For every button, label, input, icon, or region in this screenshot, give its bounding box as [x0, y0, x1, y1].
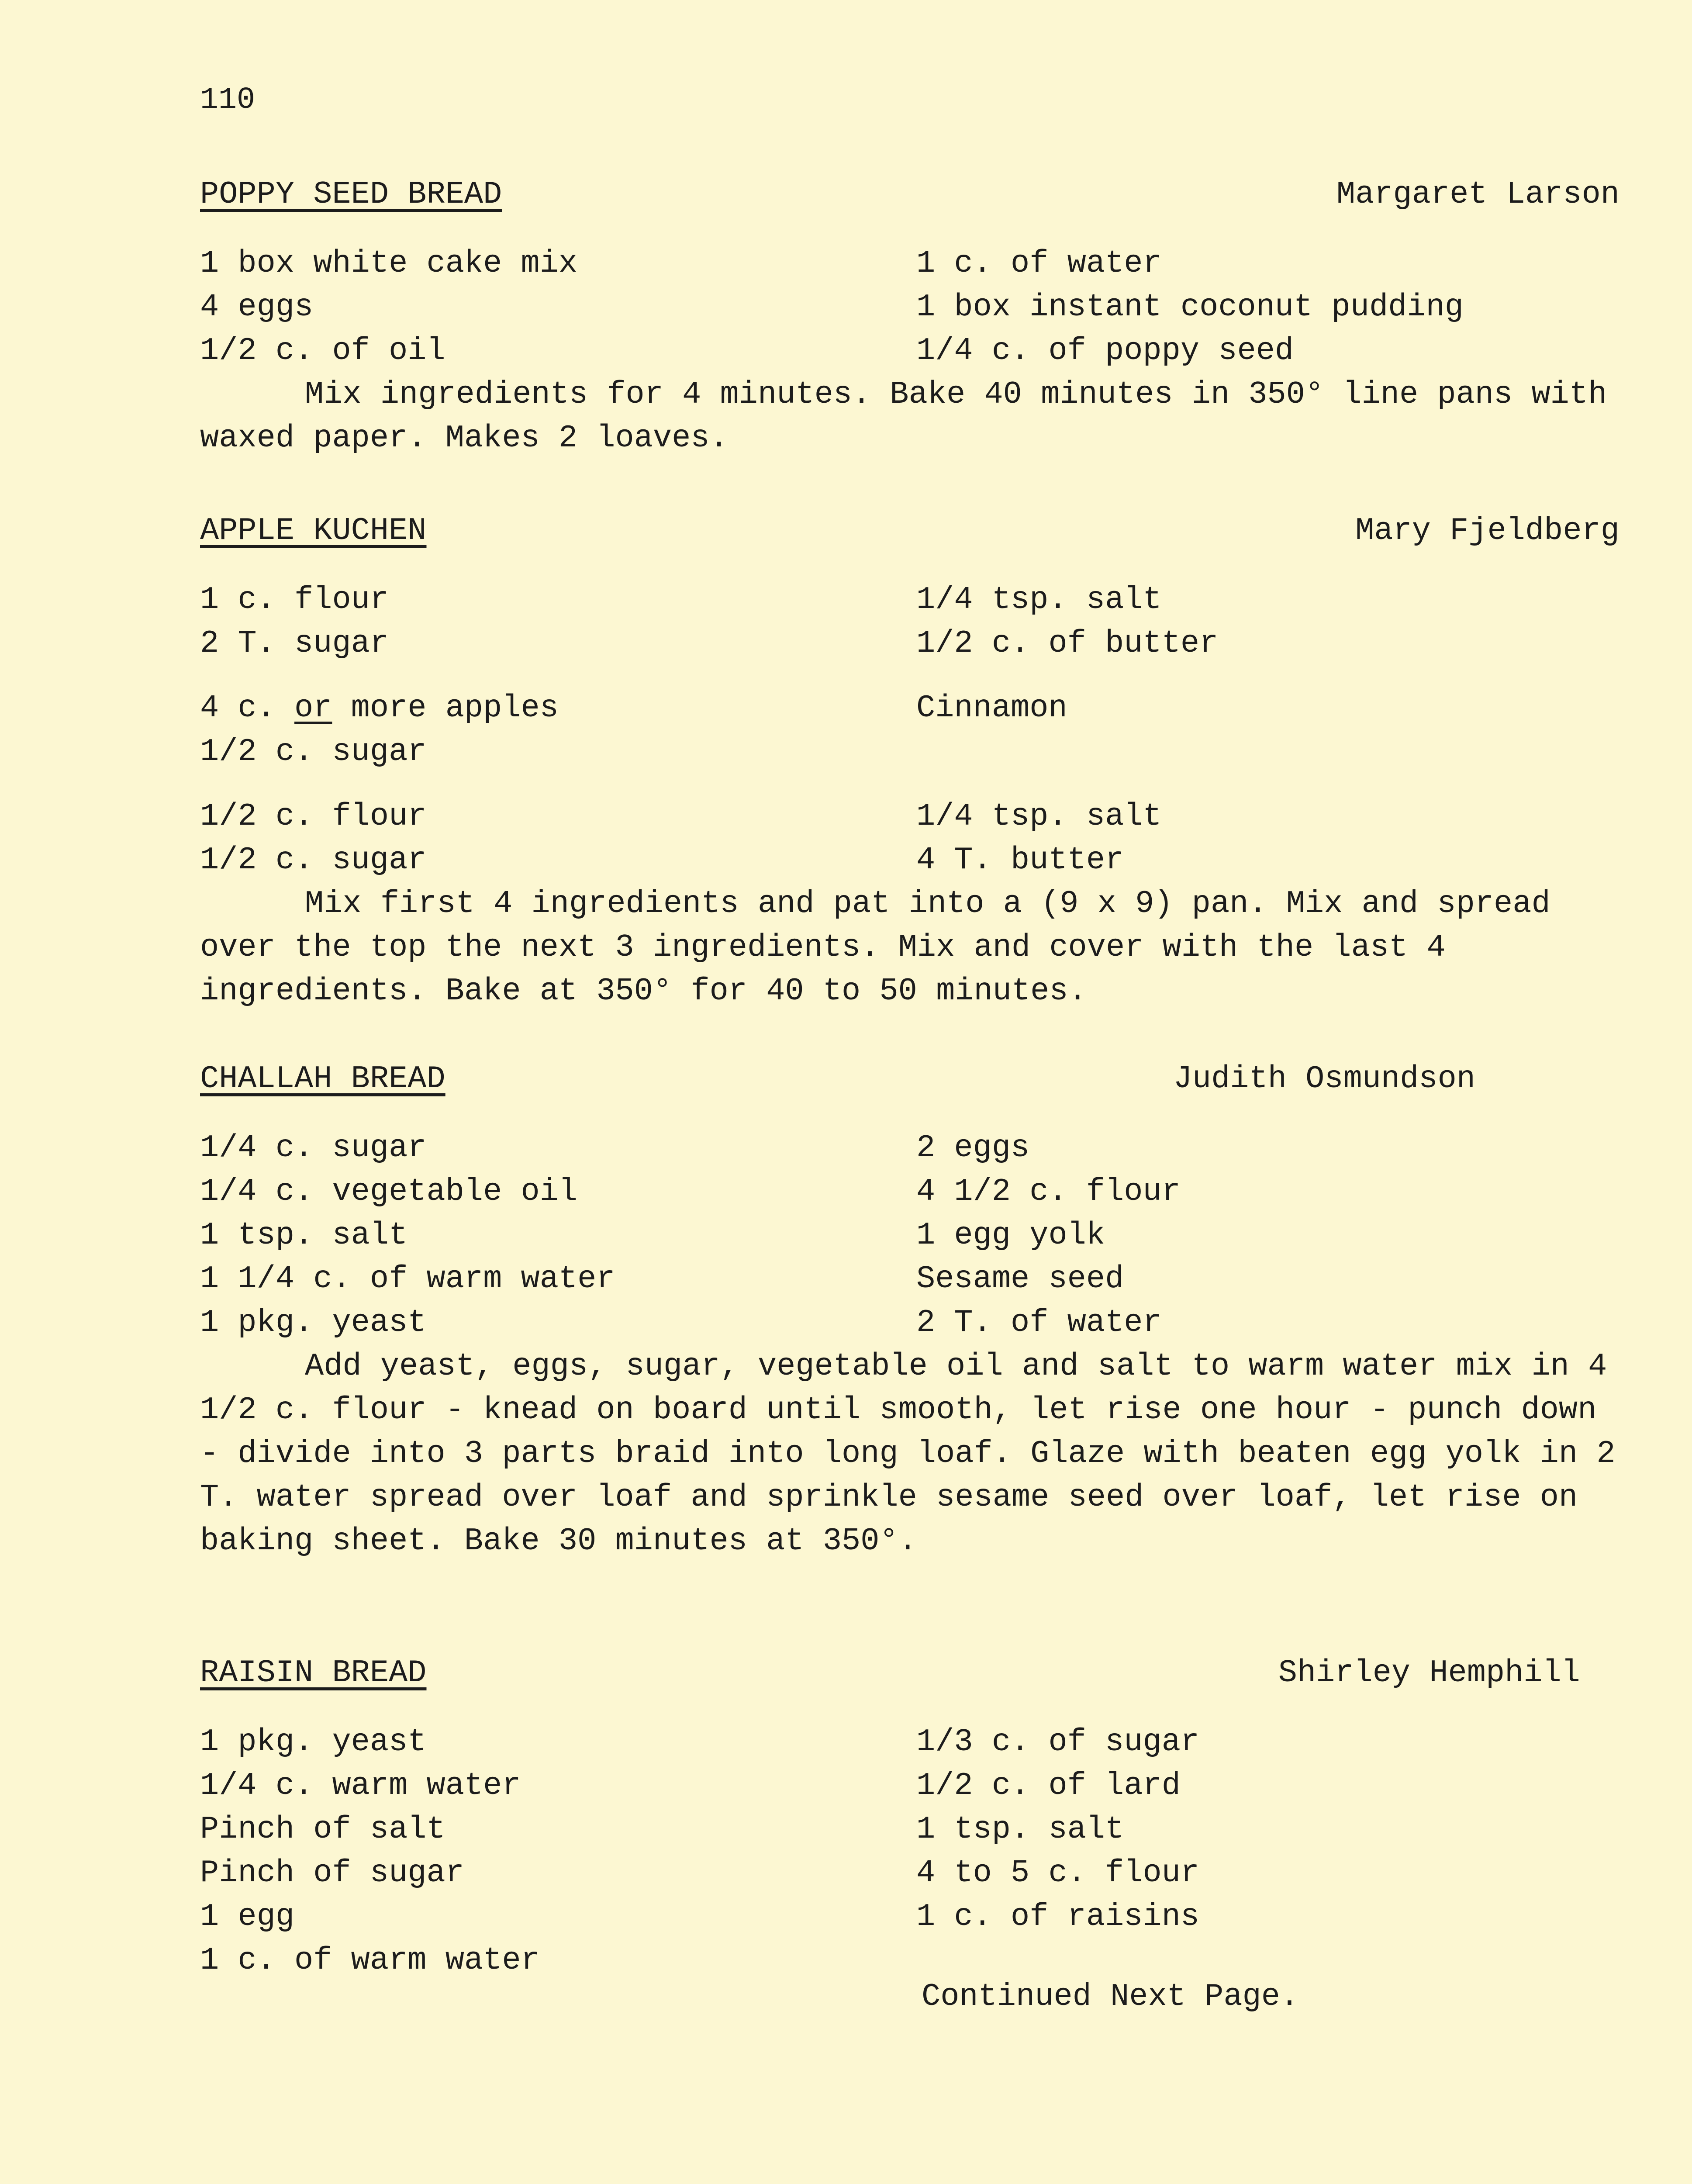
ingredient: 2 eggs [916, 1130, 1030, 1166]
ingredient: 1 box white cake mix [200, 245, 578, 281]
ingredient: 1/2 c. of lard [916, 1768, 1181, 1804]
ingredient-or: or [294, 690, 332, 726]
ingredient: 2 T. of water [916, 1305, 1162, 1341]
ingredient: 1 c. of water [916, 245, 1162, 281]
ingredient: 4 1/2 c. flour [916, 1174, 1181, 1209]
ingredient-row [200, 1895, 1619, 1939]
ingredient-row [200, 795, 1619, 838]
ingredient-row [200, 578, 1619, 622]
ingredient-row [200, 1126, 1619, 1170]
ingredient-row [200, 1257, 1619, 1301]
recipe-title: POPPY SEED BREAD [200, 176, 502, 212]
recipe-title: RAISIN BREAD [200, 1655, 427, 1691]
ingredient: 1/4 c. of poppy seed [916, 333, 1294, 369]
recipe-raisin-bread [200, 1651, 1619, 1982]
ingredient: 1 pkg. yeast [200, 1305, 427, 1341]
ingredient: 1/4 tsp. salt [916, 582, 1162, 618]
ingredient-row [200, 1213, 1619, 1257]
ingredient-row [200, 1301, 1619, 1344]
recipe-poppy-seed-bread [200, 173, 1619, 460]
recipe-directions: Add yeast, eggs, sugar, vegetable oil and salt to warm water mix in 4 1/2 c. flour - knead on board until smooth, let rise one hour - punch down - divide into 3 parts braid into long loaf. Glaze with beaten egg yolk in 2 T. water spread over loaf and sprinkle sesame seed over loaf, let rise on baking sheet. Bake 30 minutes at 350°. [200, 1348, 1616, 1559]
ingredient: 1/2 c. sugar [200, 734, 427, 770]
ingredient [200, 686, 559, 730]
ingredient-row [200, 1807, 1619, 1851]
ingredient-row [200, 1170, 1619, 1213]
ingredient-row [200, 730, 1619, 774]
recipe-challah-bread [200, 1057, 1619, 1563]
ingredient: 1 pkg. yeast [200, 1724, 427, 1760]
ingredient: 4 to 5 c. flour [916, 1855, 1200, 1891]
recipe-author: Judith Osmundson [1173, 1061, 1475, 1097]
ingredient-row [200, 622, 1619, 665]
recipe-directions: Mix ingredients for 4 minutes. Bake 40 minutes in 350° line pans with waxed paper. Makes 2 loaves. [200, 377, 1607, 456]
ingredient: 1/2 c. sugar [200, 842, 427, 878]
ingredient: 1/4 c. warm water [200, 1768, 521, 1804]
ingredient: Sesame seed [916, 1261, 1124, 1297]
ingredient: Pinch of sugar [200, 1855, 464, 1891]
ingredient: 1 1/4 c. of warm water [200, 1261, 615, 1297]
ingredient-row [200, 1851, 1619, 1895]
recipe-author: Shirley Hemphill [1278, 1655, 1580, 1691]
ingredient-row [200, 242, 1619, 285]
ingredient: 1 tsp. salt [916, 1811, 1124, 1847]
ingredient: 1/3 c. of sugar [916, 1724, 1200, 1760]
page-number: 110 [200, 83, 256, 117]
ingredient: 1/2 c. of oil [200, 333, 445, 369]
ingredient: Cinnamon [916, 690, 1067, 726]
ingredient-row [200, 686, 1619, 730]
ingredient: 1 c. flour [200, 582, 389, 618]
recipe-title: APPLE KUCHEN [200, 513, 427, 549]
ingredient: 1/2 c. of butter [916, 625, 1219, 661]
ingredient: 4 eggs [200, 289, 314, 325]
ingredient: 1/2 c. flour [200, 798, 427, 834]
ingredient-row [200, 1764, 1619, 1807]
ingredient: 1 egg yolk [916, 1217, 1105, 1253]
ingredient: Pinch of salt [200, 1811, 445, 1847]
ingredient: 2 T. sugar [200, 625, 389, 661]
ingredient-row [200, 285, 1619, 329]
ingredient: 1 box instant coconut pudding [916, 289, 1464, 325]
ingredient: 1 c. of warm water [200, 1942, 540, 1978]
ingredient-row [200, 838, 1619, 882]
recipe-apple-kuchen [200, 509, 1619, 1013]
continued-note: Continued Next Page. [922, 1979, 1299, 2015]
ingredient: 1/4 tsp. salt [916, 798, 1162, 834]
ingredient: 1 tsp. salt [200, 1217, 408, 1253]
recipe-author: Mary Fjeldberg [1355, 513, 1619, 549]
recipe-directions: Mix first 4 ingredients and pat into a (9 x 9) pan. Mix and spread over the top the next 3 ingredients. Mix and cover with the last 4 ingredients. Bake at 350° for 40 to 50 minutes. [200, 886, 1550, 1009]
ingredient-row [200, 1720, 1619, 1764]
ingredient-row [200, 329, 1619, 373]
ingredient-row [200, 1939, 1619, 1982]
ingredient: 1 c. of raisins [916, 1899, 1200, 1935]
recipe-title: CHALLAH BREAD [200, 1061, 445, 1097]
recipe-author: Margaret Larson [1336, 176, 1619, 212]
ingredient: 1/4 c. vegetable oil [200, 1174, 578, 1209]
ingredient-part: more apples [332, 690, 559, 726]
ingredient: 1/4 c. sugar [200, 1130, 427, 1166]
ingredient-part: 4 c. [200, 690, 295, 726]
ingredient: 1 egg [200, 1899, 295, 1935]
ingredient: 4 T. butter [916, 842, 1124, 878]
